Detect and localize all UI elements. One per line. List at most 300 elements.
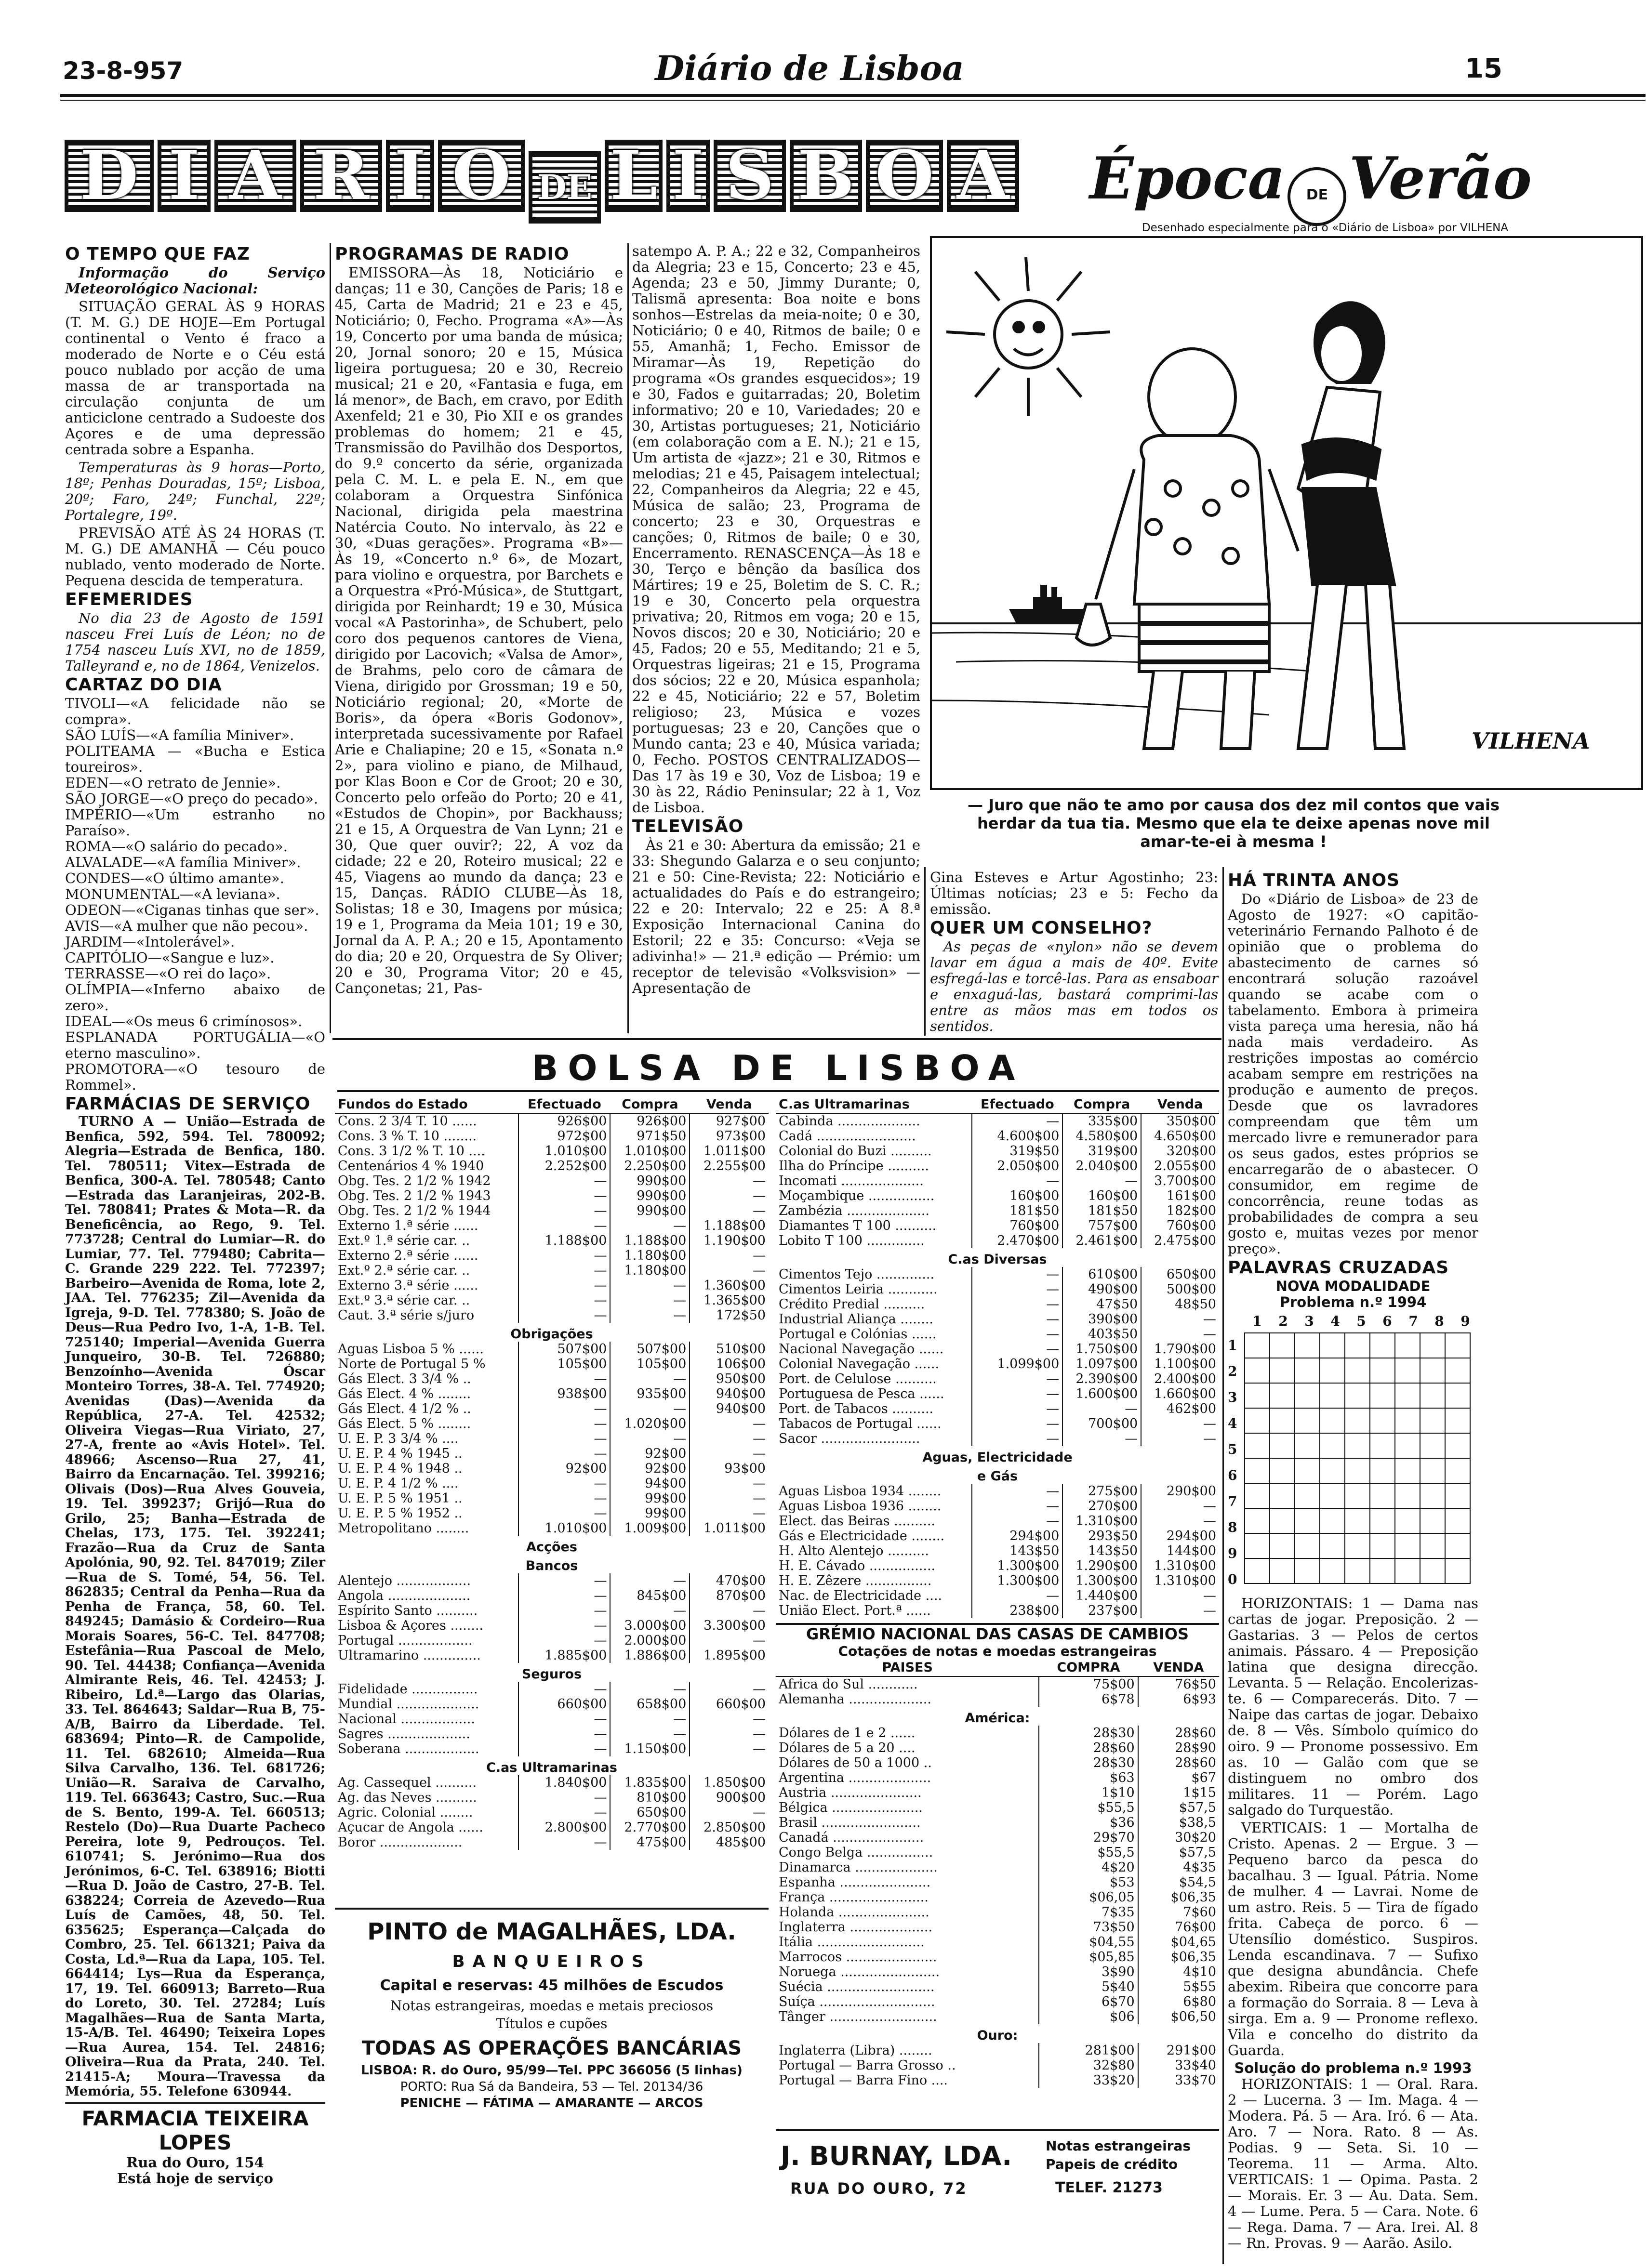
crossword-body [1244, 1313, 1478, 1593]
row-value: 2.470$00 [972, 1233, 1062, 1248]
row-value: 2.475$00 [1141, 1233, 1219, 1248]
row-value: 990$00 [610, 1203, 690, 1218]
crossword-cell[interactable] [1345, 1383, 1370, 1408]
row-value: — [972, 1342, 1062, 1357]
televisao-heading: TELEVISÃO [632, 817, 744, 836]
row-value: — [518, 1174, 610, 1188]
row-value: $67 [1138, 1770, 1219, 1785]
crossword-cell[interactable] [1245, 1408, 1270, 1433]
crossword-cell[interactable] [1270, 1383, 1295, 1408]
row-label: H. Alto Alentejo .......... [779, 1543, 929, 1558]
row-value: — [610, 1573, 690, 1588]
row-label: Tânger .......................... [779, 2009, 937, 2024]
row-value: — [972, 1484, 1062, 1499]
crossword-cell[interactable] [1345, 1408, 1370, 1433]
row-value: 403$50 [1062, 1327, 1141, 1342]
row-value: — [518, 1371, 610, 1386]
row-value: 33$70 [1138, 2073, 1219, 2088]
row-label: Holanda ...................... [779, 1905, 929, 1920]
crossword-cell[interactable] [1295, 1433, 1320, 1458]
row-label: Aguas Lisboa 1934 ........ [779, 1484, 942, 1499]
crossword-cell[interactable] [1320, 1558, 1345, 1583]
crossword-cell[interactable] [1295, 1483, 1320, 1508]
row-label: Açucar de Angola ...... [338, 1820, 483, 1835]
row-value: 160$00 [972, 1188, 1062, 1203]
row-number: 4 [1228, 1415, 1237, 1431]
row-label: Obg. Tes. 2 1/2 % 1944 [338, 1203, 491, 1218]
section-header-row [776, 1465, 1219, 1484]
row-value: 172$50 [690, 1308, 769, 1323]
crossword-cell[interactable] [1270, 1483, 1295, 1508]
row-value: — [972, 1282, 1062, 1297]
crossword-row [1245, 1558, 1470, 1583]
crossword-cell[interactable] [1445, 1483, 1470, 1508]
row-value: 3.300$00 [690, 1618, 769, 1633]
crossword-cell[interactable] [1345, 1458, 1370, 1483]
crossword-cell[interactable] [1370, 1508, 1395, 1533]
row-value: 105$00 [518, 1357, 610, 1371]
crossword-cell[interactable] [1370, 1358, 1395, 1383]
crossword-cell[interactable] [1370, 1433, 1395, 1458]
table-row [335, 1741, 769, 1756]
row-value: $38,5 [1138, 1815, 1219, 1830]
row-value: — [518, 1682, 610, 1697]
row-value: $53 [1039, 1875, 1138, 1890]
row-value: — [972, 1113, 1062, 1129]
row-value: 294$00 [1141, 1529, 1219, 1543]
crossword-cell[interactable] [1370, 1533, 1395, 1558]
crossword-cell[interactable] [1395, 1558, 1420, 1583]
crossword-cell[interactable] [1370, 1558, 1395, 1583]
table-row [776, 1218, 1219, 1233]
crossword-cell[interactable] [1445, 1458, 1470, 1483]
crossword-cell[interactable] [1270, 1533, 1295, 1558]
masthead-letter: O [438, 140, 525, 212]
crossword-cell[interactable] [1295, 1458, 1320, 1483]
crossword-cell[interactable] [1420, 1458, 1445, 1483]
row-value: 1.010$00 [518, 1144, 610, 1159]
crossword-cell[interactable] [1295, 1383, 1320, 1408]
row-label: U. E. P. 4 1/2 % .... [338, 1476, 459, 1491]
row-value: 92$00 [610, 1446, 690, 1461]
bolsa-col-header: Fundos do Estado [335, 1096, 518, 1113]
section-label: C.as Ultramarinas [486, 1760, 617, 1775]
row-value: 2.850$00 [690, 1820, 769, 1835]
cambios-table [776, 1659, 1219, 2088]
crossword-cell[interactable] [1345, 1433, 1370, 1458]
masthead-letter: I [666, 140, 710, 212]
crossword-cell[interactable] [1445, 1433, 1470, 1458]
row-label: Inglaterra (Libra) ........ [779, 2043, 932, 2058]
ad-pinto-porto: PORTO: Rua Sá da Bandeira, 53 — Tel. 20134/36 [400, 2080, 704, 2094]
crossword-cell[interactable] [1370, 1458, 1395, 1483]
crossword-cell[interactable] [1270, 1508, 1295, 1533]
cartaz-item: ALVALADE—«A família Miniver». [65, 854, 301, 870]
tempo-source: Informação do Serviço Meteorológico Nacional: [65, 264, 325, 297]
table-row [776, 1755, 1219, 1770]
crossword-cell[interactable] [1395, 1358, 1420, 1383]
crossword-cell[interactable] [1295, 1408, 1320, 1433]
crossword-cell[interactable] [1245, 1483, 1270, 1508]
row-value: 475$00 [610, 1835, 690, 1850]
crossword-cell[interactable] [1295, 1333, 1320, 1358]
crossword-cell[interactable] [1320, 1483, 1345, 1508]
row-value: $06,05 [1039, 1890, 1138, 1905]
table-row [335, 1371, 769, 1386]
row-value: 319$50 [972, 1144, 1062, 1159]
row-value: 650$00 [1141, 1267, 1219, 1282]
crossword-cell[interactable] [1420, 1508, 1445, 1533]
row-value: — [1141, 1514, 1219, 1529]
efemerides-text: No dia 23 de Agosto de 1591 nasceu Frei Luís de Léon; no de 1754 nasceu Luís XVI, no de 1859, Talleyrand e, no de 1864, Venizelos. [65, 610, 325, 674]
row-value: 1.790$00 [1141, 1342, 1219, 1357]
crossword-cell[interactable] [1320, 1333, 1345, 1358]
row-value: 106$00 [690, 1357, 769, 1371]
row-label: Inglaterra .................... [779, 1920, 933, 1935]
row-value: — [690, 1416, 769, 1431]
crossword-cell[interactable] [1445, 1383, 1470, 1408]
row-value: — [518, 1203, 610, 1218]
row-value: — [1141, 1603, 1219, 1618]
crossword-cell[interactable] [1420, 1408, 1445, 1433]
crossword-cell[interactable] [1345, 1533, 1370, 1558]
bolsa-col-header: Venda [1141, 1096, 1219, 1113]
crossword-cell[interactable] [1345, 1333, 1370, 1358]
ad-burnay-address: RUA DO OURO, 72 [790, 2179, 968, 2198]
row-label: Alentejo .................. [338, 1573, 471, 1588]
table-row [335, 1835, 769, 1850]
verticais-clues: VERTICAIS: 1 — Mortalha de Cristo. Apenas. 2 — Ergue. 3 — Pequeno barco da pesca do bacalhau. 3 — Igual. Pátria. Nome de mulher. 4 — Lavrai. Nome de um astro. Reis. 5 — Tira de fígado frita. Cabeça de porco. 6 — Utensílio doméstico. Suspiros. Lenda escandinava. 7 — Sufixo que designa abundância. Chefe abexim. Ribeira que concorre para a formação do Sorraia. 8 — Leva à sirga. Em a. 9 — Pronome reflexo. Vila e concelho do distrito da Guarda. [1228, 1820, 1478, 2058]
crossword-cell[interactable] [1245, 1458, 1270, 1483]
radio-text: EMISSORA—Às 18, Noticiário e danças; 11 e 30, Canções de Paris; 18 e 45, Carta de Madrid; 21 e 23 e 45, Noticiário; 0, Fecho. Programa «A»—Às 19, Concerto por uma banda de música; 20, Jornal sonoro; 20 e 15, Música ligeira portuguesa; 20 e 30, Recreio musical; 21 e 20, «Fantasia e fuga, em lá menor», de Bach, em cravo, por Edith Axenfeld; 21 e 30, Pio XII e os grandes problemas do homem; 21 e 45, Transmissão do Pavilhão dos Desportos, do 9.º concerto da série, organizada pela C. M. L. e pela E. N., em que colaboram a Orquestra Sinfónica Nacional, dirigida pela maestrina Natércia Couto. No intervalo, às 22 e 30, «Duas gerações». Programa «B»—Às 19, «Concerto n.º 6», de Mozart, para violino e orquestra, por Barchets e a Orquestra «Pró-Música», de Stuttgart, dirigida por Reinhardt; 19 e 30, Música vocal «A Pastorinha», de Schubert, pelo coro dos pequenos cantores de Viena, dirigido por Lacovich; «Valsa de Amor», de Brahms, pelo coro de câmara de Viena, dirigido por Grossman; 19 e 50, Noticiário regional; 20, «Morte de Boris», da ópera «Boris Godonov», interpretada sucessivamente por Rafael Arie e Chaliapine; 20 e 15, «Sonata n.º 2», para violino e piano, de Milhaud, por Klas Boon e Cor de Groot; 20 e 30, Concerto pelo orfeão do Porto; 20 e 41, «Estudos de Chopin», por Backhauss; 21 e 15, A Orquestra de Van Lynn; 21 e 30, Que quer ouvir?; 22, A voz da cidade; 22 e 20, Roteiro musical; 22 e 45, Viagens ao mundo da dança; 23 e 15, Danças. RÁDIO CLUBE—Às 18, Solistas; 18 e 30, Imagens por música; 19 e 1, Programa da Meia 101; 19 e 30, Jornal da A. P. A.; 20 e 15, Apontamento do dia; 20 e 20, Orquestra de Sy Oliver; 20 e 30, Programa Vitor; 20 e 45, Cançonetas; 21, Pas- [335, 264, 623, 996]
row-value: 810$00 [610, 1790, 690, 1805]
crossword-cell[interactable] [1270, 1408, 1295, 1433]
crossword-cell[interactable] [1245, 1333, 1270, 1358]
section-header-row [335, 1536, 769, 1555]
row-label: Portugal .................. [338, 1633, 473, 1648]
row-value: 48$50 [1141, 1297, 1219, 1312]
crossword-cell[interactable] [1445, 1508, 1470, 1533]
row-value: 319$00 [1062, 1144, 1141, 1159]
row-value: — [690, 1431, 769, 1446]
row-value: 33$20 [1039, 2073, 1138, 2088]
crossword-cell[interactable] [1245, 1533, 1270, 1558]
crossword-cell[interactable] [1245, 1358, 1270, 1383]
row-value: — [518, 1805, 610, 1820]
row-label: Externo 1.ª série ...... [338, 1218, 478, 1233]
tempo-heading: O TEMPO QUE FAZ [65, 244, 251, 264]
row-value: — [1141, 1327, 1219, 1342]
row-value: — [690, 1633, 769, 1648]
crossword-cell[interactable] [1345, 1508, 1370, 1533]
row-value: 7$60 [1138, 1905, 1219, 1920]
crossword-cell[interactable] [1445, 1408, 1470, 1433]
row-value: 161$00 [1141, 1188, 1219, 1203]
table-row [776, 1371, 1219, 1386]
row-value: — [972, 1416, 1062, 1431]
row-value: 1.360$00 [690, 1278, 769, 1293]
row-value: 143$50 [972, 1543, 1062, 1558]
table-row [776, 1297, 1219, 1312]
crossword-cell[interactable] [1245, 1383, 1270, 1408]
row-value: $06,35 [1138, 1890, 1219, 1905]
row-value: — [690, 1712, 769, 1727]
row-value: 33$40 [1138, 2058, 1219, 2073]
crossword-cell[interactable] [1245, 1508, 1270, 1533]
row-value: 1.188$00 [518, 1233, 610, 1248]
crossword-cell[interactable] [1345, 1358, 1370, 1383]
page-number: 15 [1465, 53, 1502, 84]
crossword-cell[interactable] [1395, 1433, 1420, 1458]
crossword-cell[interactable] [1445, 1333, 1470, 1358]
row-value: 1.840$00 [518, 1775, 610, 1790]
crossword-cell[interactable] [1320, 1358, 1345, 1383]
crossword-cell[interactable] [1320, 1408, 1345, 1433]
tempo-paragraph: PREVISÃO ATÉ ÀS 24 HORAS (T. M. G.) DE AMANHÃ — Céu pouco nublado, vento moderado de Norte. Pequena descida de temperatura. [65, 525, 325, 589]
row-number: 3 [1228, 1389, 1237, 1405]
table-row [335, 1461, 769, 1476]
crossword-cell[interactable] [1370, 1408, 1395, 1433]
crossword-cell[interactable] [1320, 1433, 1345, 1458]
table-row [776, 1499, 1219, 1514]
col-number: 6 [1382, 1313, 1392, 1329]
crossword-cell[interactable] [1245, 1558, 1270, 1583]
row-label: Cons. 2 3/4 T. 10 ...... [338, 1114, 477, 1129]
row-value: 2.040$00 [1062, 1159, 1141, 1174]
row-label: Sagres .................... [338, 1727, 470, 1741]
row-value: $57,5 [1138, 1800, 1219, 1815]
table-row [335, 1790, 769, 1805]
row-label: Port. de Celulose .......... [779, 1371, 937, 1386]
row-value: 1.300$00 [972, 1573, 1062, 1588]
crossword-cell[interactable] [1420, 1558, 1445, 1583]
row-value: 4.580$00 [1062, 1129, 1141, 1144]
table-row [776, 1726, 1219, 1741]
row-label: Cimentos Tejo .............. [779, 1267, 935, 1282]
bolsa-left-table [335, 1096, 769, 1850]
crossword-row [1245, 1483, 1470, 1508]
crossword-cell[interactable] [1420, 1383, 1445, 1408]
crossword-cell[interactable] [1420, 1533, 1445, 1558]
row-value: 160$00 [1062, 1188, 1141, 1203]
table-row [335, 1159, 769, 1174]
crossword-cell[interactable] [1420, 1433, 1445, 1458]
table-row [335, 1491, 769, 1506]
table-row [776, 1920, 1219, 1935]
row-value: $55,5 [1039, 1845, 1138, 1860]
row-value: 30$20 [1138, 1830, 1219, 1845]
table-row [335, 1203, 769, 1218]
row-label: Dólares de 5 a 20 .... [779, 1741, 916, 1755]
row-value: 76$00 [1138, 1920, 1219, 1935]
row-value: $06,50 [1138, 2009, 1219, 2024]
row-value: 94$00 [610, 1476, 690, 1491]
row-value: — [518, 1618, 610, 1633]
table-row [335, 1308, 769, 1323]
row-value: 1$10 [1039, 1785, 1138, 1800]
table-row [776, 1357, 1219, 1371]
row-number: 5 [1228, 1441, 1237, 1457]
row-label: U. E. P. 3 3/4 % .... [338, 1431, 459, 1446]
crossword-cell[interactable] [1270, 1458, 1295, 1483]
table-row [335, 1144, 769, 1159]
row-label: União Elect. Port.ª ...... [779, 1603, 931, 1618]
crossword-cell[interactable] [1420, 1333, 1445, 1358]
table-row [776, 1558, 1219, 1573]
table-row [776, 1416, 1219, 1431]
row-value: 1.020$00 [610, 1416, 690, 1431]
crossword-row [1245, 1433, 1470, 1458]
crossword-cell[interactable] [1395, 1458, 1420, 1483]
row-label: Gás e Electricidade ........ [779, 1529, 945, 1543]
table-row [776, 1312, 1219, 1327]
masthead-letter: A [214, 140, 296, 212]
row-value: — [972, 1327, 1062, 1342]
row-value: 238$00 [972, 1603, 1062, 1618]
row-value: — [972, 1267, 1062, 1282]
row-label: Obg. Tes. 2 1/2 % 1942 [338, 1174, 491, 1188]
crossword-cell[interactable] [1445, 1558, 1470, 1583]
row-label: Caut. 3.ª série s/juro [338, 1308, 475, 1323]
row-value: — [1141, 1431, 1219, 1446]
crossword-row [1245, 1383, 1470, 1408]
cambios-col-header: PAISES [776, 1659, 1039, 1676]
row-value: 28$60 [1039, 1741, 1138, 1755]
crossword-cell[interactable] [1270, 1333, 1295, 1358]
crossword-cell[interactable] [1395, 1533, 1420, 1558]
row-value: — [610, 1293, 690, 1308]
row-value: 1.885$00 [518, 1648, 610, 1663]
row-value: 1.886$00 [610, 1648, 690, 1663]
table-row [335, 1293, 769, 1308]
row-value: 2.400$00 [1141, 1371, 1219, 1386]
row-value: — [1062, 1174, 1141, 1188]
crossword-cell[interactable] [1395, 1383, 1420, 1408]
crossword-cell[interactable] [1320, 1533, 1345, 1558]
row-value: — [518, 1308, 610, 1323]
row-value: 281$00 [1039, 2043, 1138, 2058]
crossword-cell[interactable] [1395, 1508, 1420, 1533]
televisao-text: Às 21 e 30: Abertura da emissão; 21 e 33: Shegundo Galarza e o seu conjunto; 21 e 50: Cine-Revista; 22: Noticiário e actualidades do País e do estrangeiro; 22 e 20: Intervalo; 22 e 25: A 8.ª Exposição Internacional Canina do Estoril; 22 e 35: Concurso: «Veja se adivinha!» — 21.ª edição — Prémio: um receptor de televisão «Volksvision» — Apresentação de [632, 837, 920, 996]
bolsa-right-table [776, 1096, 1219, 1618]
row-value: 1.290$00 [1062, 1558, 1141, 1573]
row-value: 6$70 [1039, 1994, 1138, 2009]
cartaz-item: ODEON—«Ciganas tinhas que ser». [65, 902, 319, 918]
row-value: 1.895$00 [690, 1648, 769, 1663]
table-row [776, 1860, 1219, 1875]
crossword-cell[interactable] [1270, 1358, 1295, 1383]
row-value: 2.055$00 [1141, 1159, 1219, 1174]
row-label: H. E. Cávado ................ [779, 1558, 936, 1573]
ship-icon [1009, 585, 1091, 623]
crossword-cell[interactable] [1345, 1558, 1370, 1583]
row-label: Obg. Tes. 2 1/2 % 1943 [338, 1188, 491, 1203]
row-value: $55,5 [1039, 1800, 1138, 1815]
row-value: — [690, 1476, 769, 1491]
crossword-cell[interactable] [1395, 1483, 1420, 1508]
crossword-cell[interactable] [1320, 1508, 1345, 1533]
col-number: 7 [1408, 1313, 1418, 1329]
crossword-cell[interactable] [1295, 1508, 1320, 1533]
bolsa-title: BOLSA DE LISBOA [337, 1048, 1219, 1092]
crossword-cell[interactable] [1320, 1383, 1345, 1408]
crossword-cell[interactable] [1445, 1358, 1470, 1383]
header-date: 23-8-957 [63, 57, 184, 85]
row-value: 950$00 [690, 1371, 769, 1386]
crossword-row-numbers [1228, 1313, 1244, 1593]
table-row [776, 1529, 1219, 1543]
crossword-cell[interactable] [1295, 1358, 1320, 1383]
crossword-cell[interactable] [1270, 1558, 1295, 1583]
row-label: Noruega ........................ [779, 1965, 940, 1979]
table-row [335, 1712, 769, 1727]
table-row [776, 1203, 1219, 1218]
crossword-cell[interactable] [1370, 1333, 1395, 1358]
row-value: 32$80 [1039, 2058, 1138, 2073]
row-value: — [610, 1401, 690, 1416]
row-label: Crédito Predial .......... [779, 1297, 925, 1312]
row-value: — [690, 1248, 769, 1263]
crossword-cell[interactable] [1445, 1533, 1470, 1558]
bolsa-col-header: C.as Ultramarinas [776, 1096, 972, 1113]
crossword-cell[interactable] [1295, 1558, 1320, 1583]
table-row [776, 1267, 1219, 1282]
crossword-cell[interactable] [1420, 1358, 1445, 1383]
row-value: — [610, 1278, 690, 1293]
row-value: 1.188$00 [610, 1233, 690, 1248]
table-row [335, 1521, 769, 1536]
table-row [335, 1342, 769, 1357]
row-value: — [1141, 1312, 1219, 1327]
farmacia-ad-name: FARMACIA TEIXEIRA LOPES [81, 2106, 309, 2154]
crossword-cell[interactable] [1420, 1483, 1445, 1508]
row-label: Austria ...................... [779, 1785, 922, 1800]
row-label: Suíça ............................ [779, 1994, 935, 2009]
row-value: 990$00 [610, 1188, 690, 1203]
table-row [335, 1113, 769, 1129]
table-row [335, 1805, 769, 1820]
row-value: 2.050$00 [972, 1159, 1062, 1174]
crossword-cell[interactable] [1295, 1533, 1320, 1558]
row-value: 2.000$00 [610, 1633, 690, 1648]
row-value: 4$20 [1039, 1860, 1138, 1875]
cartaz-item: SÃO LUÍS—«A família Miniver». [65, 727, 294, 743]
crossword-cell[interactable] [1345, 1483, 1370, 1508]
row-label: Gás Elect. 3 3/4 % .. [338, 1371, 471, 1386]
row-value: 6$78 [1039, 1692, 1138, 1707]
masthead-letter: I [386, 140, 434, 212]
table-row [776, 1431, 1219, 1446]
row-label: Angola .................... [338, 1588, 471, 1603]
header-rule-thin [60, 100, 1646, 101]
row-number: 9 [1228, 1545, 1237, 1561]
crossword-grid[interactable] [1244, 1332, 1471, 1584]
crossword-cell[interactable] [1370, 1383, 1395, 1408]
masthead-letter: R [300, 140, 382, 212]
crossword-cell[interactable] [1320, 1458, 1345, 1483]
row-label: Metropolitano ........ [338, 1521, 469, 1536]
crossword-cell[interactable] [1270, 1433, 1295, 1458]
row-value: 181$50 [1062, 1203, 1141, 1218]
column-rule [1222, 867, 1224, 2264]
crossword-cell[interactable] [1395, 1333, 1420, 1358]
table-row [776, 1484, 1219, 1499]
crossword-cell[interactable] [1245, 1433, 1270, 1458]
crossword-cell[interactable] [1370, 1483, 1395, 1508]
row-label: Industrial Aliança ........ [779, 1312, 934, 1327]
crossword-cell[interactable] [1395, 1408, 1420, 1433]
farmacia-ad-note: Está hoje de serviço [117, 2170, 273, 2187]
